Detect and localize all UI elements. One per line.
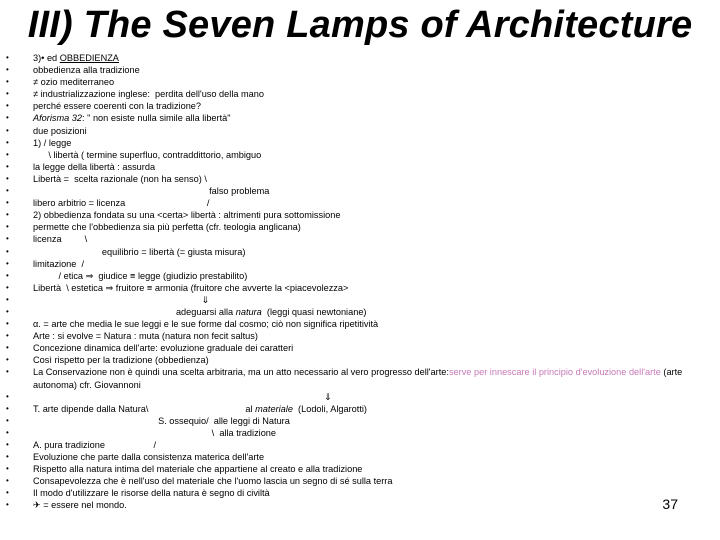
line-text: : " non esiste nulla simile alla libertà" [82, 113, 231, 124]
line-text: Arte : si evolve = Natura : muta (natura non fecit saltus) [33, 331, 258, 342]
line-text: A. pura tradizione / [33, 440, 157, 450]
bullet-line [0, 475, 700, 487]
line-text: Rispetto alla natura intima del materiale che appartiene al creato e alla tradizione [33, 464, 363, 475]
bullet-line [0, 282, 700, 294]
line-text: obbedienza alla tradizione [33, 65, 140, 76]
bullet-line [0, 246, 700, 258]
line-text: \ libertà ( termine superfluo, contraddittorio, ambiguo [33, 149, 262, 160]
line-text: 2) obbedienza fondata su una <certa> libertà : altrimenti pura sottomissione [33, 210, 341, 221]
bullet-line [0, 354, 700, 366]
line-text: \ alla tradizione [33, 427, 277, 438]
line-text: falso problema [33, 186, 270, 197]
bullet-line [0, 330, 700, 342]
line-text: Libertà \ estetica ⇒ fruitore ≡ armonia (fruitore che avverte la <piacevolezza> [33, 282, 349, 293]
line-text: natura [235, 306, 262, 317]
bullet-line [0, 294, 700, 306]
line-text: Consapevolezza che è nell'uso del materiale che l'uomo lascia un segno di sé sulla terra [33, 476, 393, 487]
line-text: 1) / legge [33, 137, 72, 148]
line-text: (Lodoli, Algarotti) [292, 403, 367, 414]
line-text: ⇓ [33, 294, 210, 305]
bullet-line [0, 112, 700, 124]
line-text: materiale [255, 403, 293, 414]
bullet-line [0, 391, 700, 403]
line-text: Il modo d'utilizzare le risorse della natura è segno di civiltà [33, 488, 270, 499]
line-text: Aforisma 32 [33, 113, 83, 124]
line-text: ≠ industrializzazione inglese: perdita dell'uso della mano [33, 89, 265, 100]
slide-title: III) The Seven Lamps of Architecture [27, 4, 693, 46]
line-text: / etica ⇒ giudice ≡ legge (giudizio prestabilito) [33, 270, 248, 281]
line-text: la legge della libertà : assurda [33, 161, 156, 172]
bullet-line [0, 209, 700, 221]
bullet-line [0, 258, 700, 270]
bullet-line [0, 185, 700, 197]
line-text: S. ossequio/ alle leggi di Natura [33, 415, 290, 426]
line-text: equilibrio = libertà (= giusta misura) [33, 246, 246, 257]
bullet-line [0, 451, 700, 463]
line-text: limitazione / [33, 258, 85, 269]
bullet-line [0, 270, 700, 282]
bullet-line [0, 403, 700, 415]
line-text: ≠ ozio mediterraneo [33, 77, 115, 88]
bullet-line [0, 221, 700, 233]
slide-body-list [0, 52, 700, 512]
bullet-line [0, 306, 700, 318]
line-text: α. = arte che media le sue leggi e le sue forme dal cosmo; ciò non significa ripetitività [33, 319, 379, 330]
bullet-line [0, 64, 700, 76]
bullet-line [0, 415, 700, 427]
bullet-line [0, 149, 700, 161]
line-text: Libertà = scelta razionale (non ha senso) \ [33, 173, 207, 184]
line-text: OBBEDIENZA [59, 53, 119, 63]
bullet-line [0, 439, 700, 451]
line-text: ✈ = essere nel mondo. [33, 500, 127, 511]
bullet-line [0, 76, 700, 88]
bullet-line [0, 463, 700, 475]
bullet-line [0, 499, 700, 511]
bullet-line [0, 318, 700, 330]
bullet-line [0, 125, 700, 137]
line-text: libero arbitrio = licenza / [33, 198, 210, 209]
bullet-line [0, 197, 700, 209]
bullet-line [0, 52, 700, 64]
bullet-line [0, 161, 700, 173]
bullet-line [0, 366, 700, 390]
line-text: La Conservazione non è quindi una scelta arbitraria, ma un atto necessario al vero progresso dell'arte: [33, 367, 449, 378]
bullet-line [0, 137, 700, 149]
line-text: permette che l'obbedienza sia più perfetta (cfr. teologia anglicana) [33, 222, 301, 233]
line-text: adeguarsi alla [33, 306, 236, 317]
bullet-line [0, 100, 700, 112]
line-text: (leggi quasi newtoniane) [261, 306, 367, 317]
line-text: Evoluzione che parte dalla consistenza materica dell'arte [33, 452, 265, 463]
bullet-line [0, 173, 700, 185]
line-text: Così rispetto per la tradizione (obbedienza) [33, 355, 209, 366]
bullet-line [0, 88, 700, 100]
line-text: ⇓ [33, 391, 332, 402]
bullet-line [0, 487, 700, 499]
line-text: licenza \ [33, 234, 88, 245]
line-text: Concezione dinamica dell'arte: evoluzione graduale dei caratteri [33, 343, 294, 354]
bullet-line [0, 233, 700, 245]
line-text: due posizioni [33, 125, 87, 136]
line-text: (arte autonoma) cfr. Giovannoni [33, 367, 685, 390]
line-text: perché essere coerenti con la tradizione? [33, 101, 202, 112]
page-number: 37 [662, 496, 678, 512]
bullet-line [0, 342, 700, 354]
line-text: serve per innescare il principio d'evoluzione dell'arte [448, 367, 661, 378]
line-text: T. arte dipende dalla Natura\ al [33, 403, 256, 414]
bullet-line [0, 427, 700, 439]
line-text: 3)• ed [33, 53, 60, 63]
